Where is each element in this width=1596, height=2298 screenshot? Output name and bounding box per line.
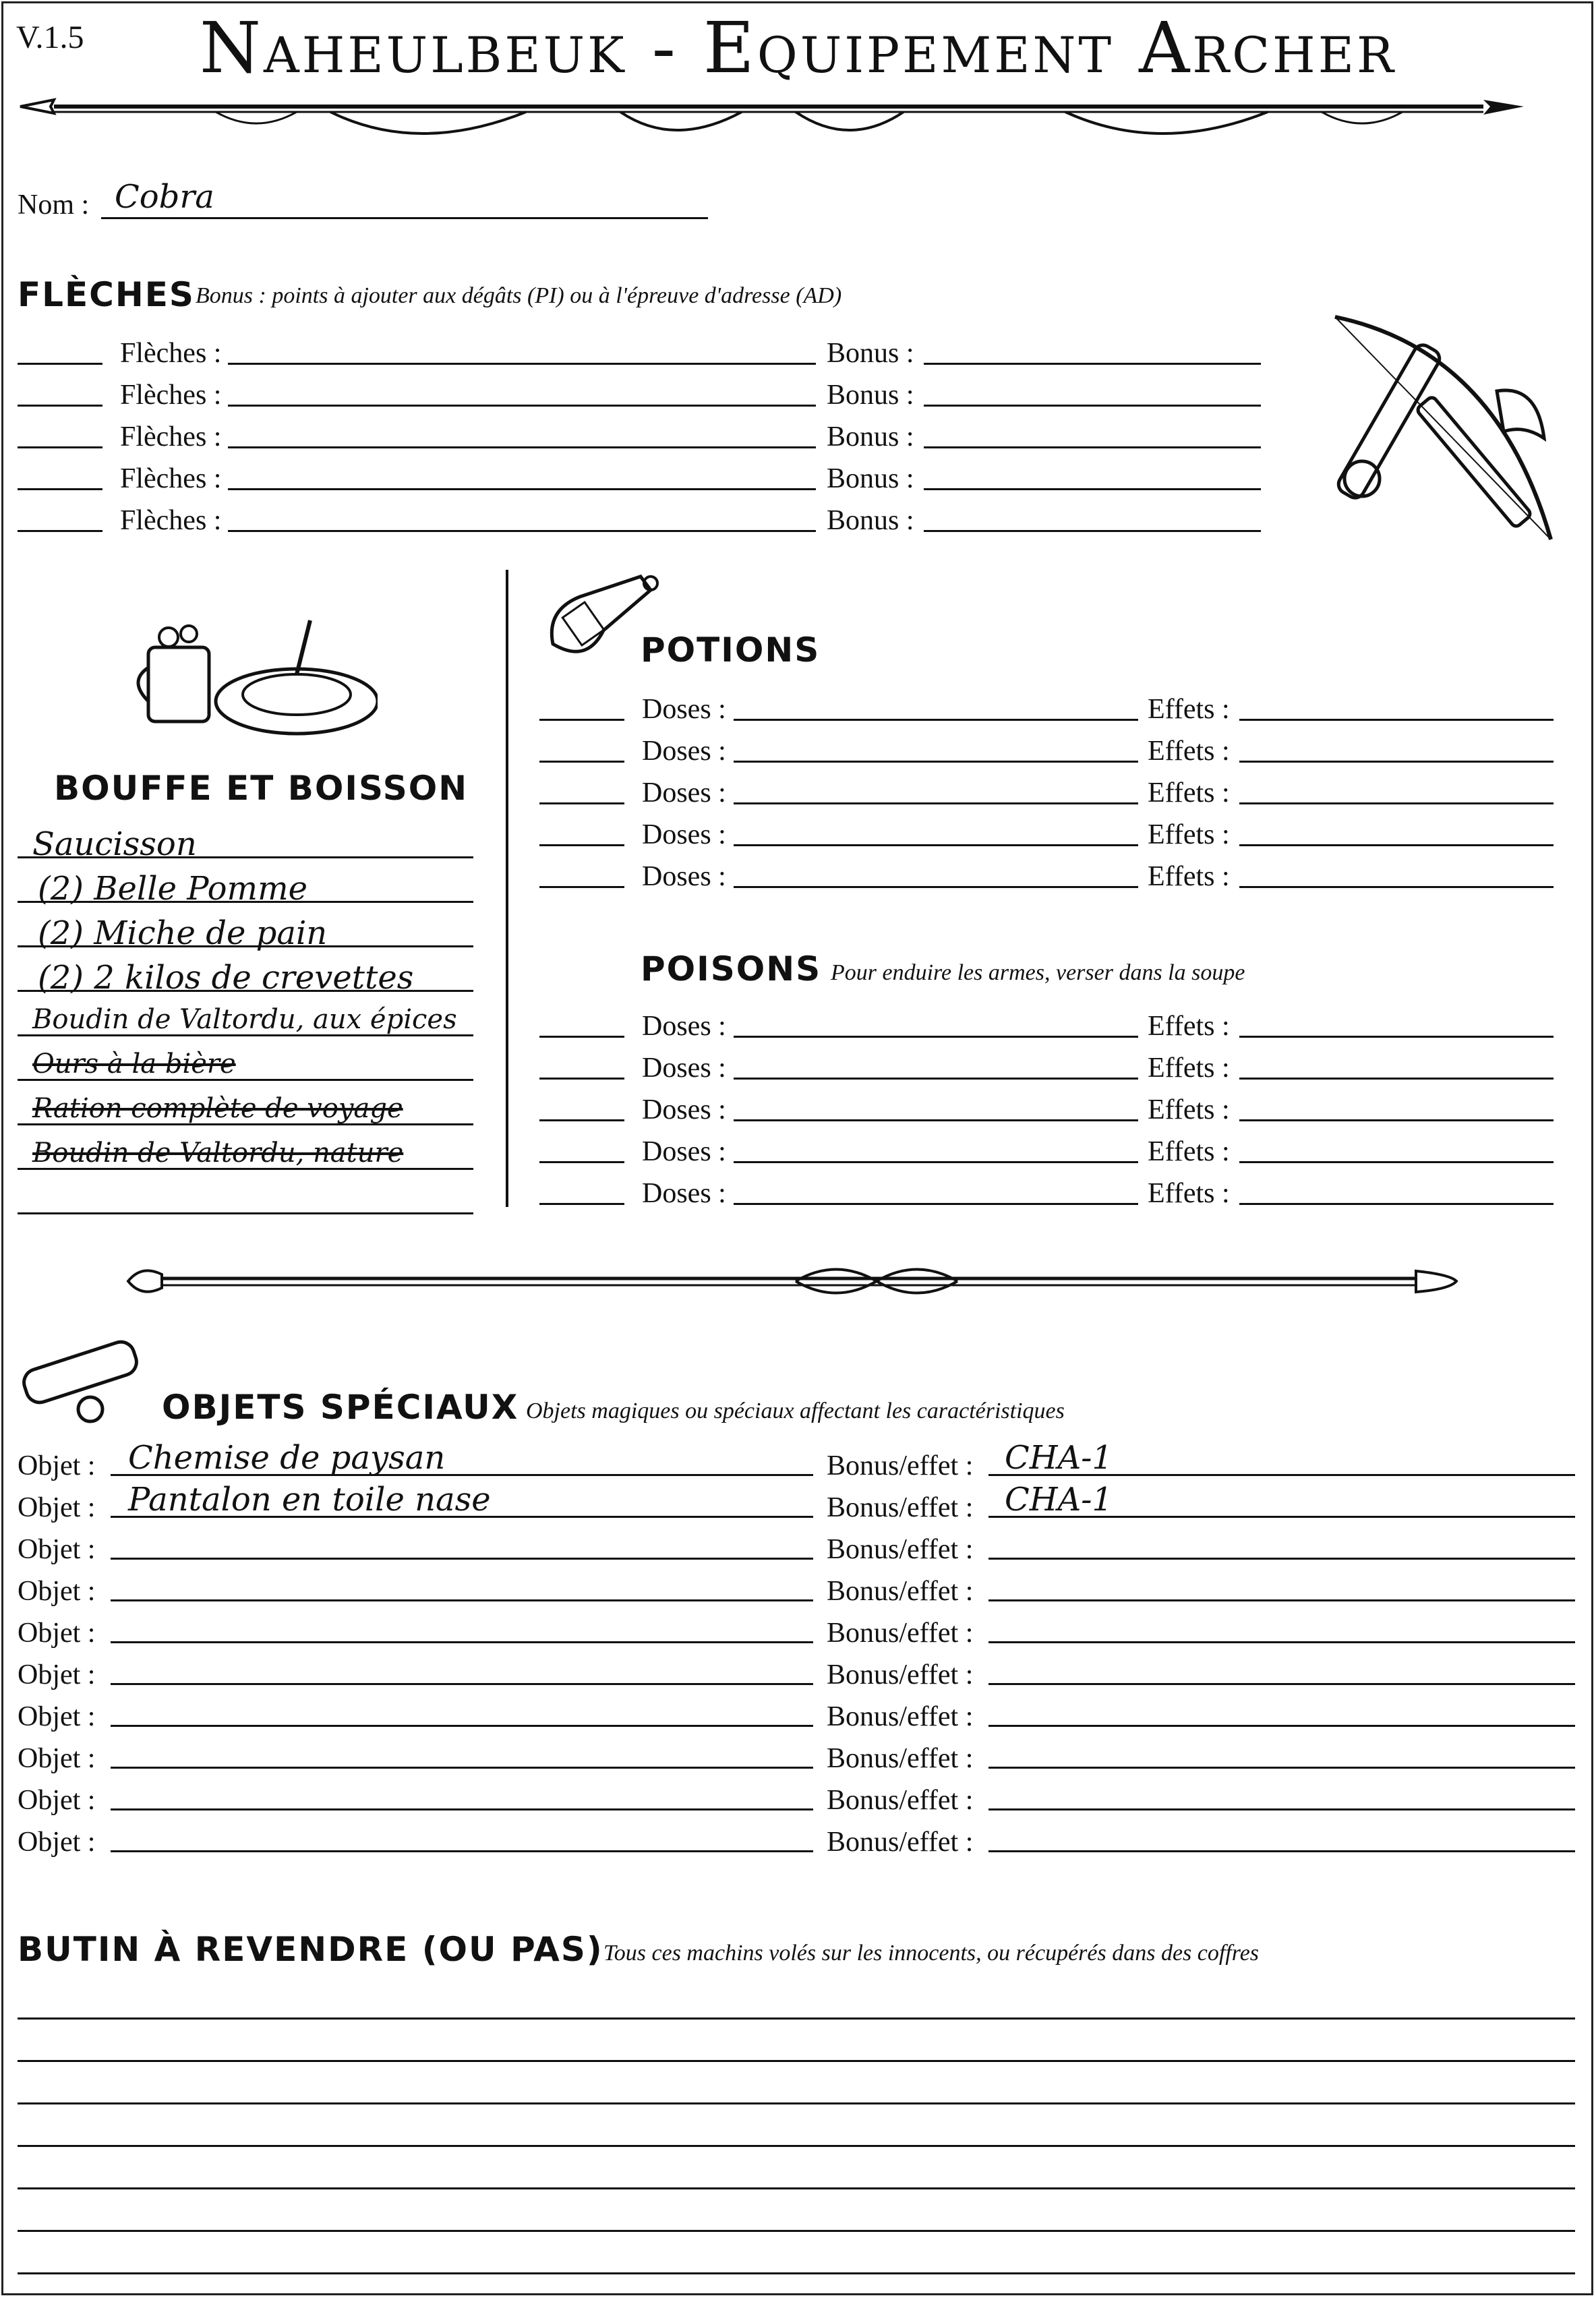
bonus-effet-value: CHA-1 (1005, 1481, 1113, 1519)
fleches-count-field[interactable] (18, 446, 102, 448)
poisons-doses-field[interactable] (734, 1036, 1138, 1038)
bonus-effet-field[interactable] (988, 1683, 1575, 1685)
bonus-effet-label: Bonus/effet : (827, 1534, 974, 1565)
fleches-label: Flèches : (120, 380, 222, 411)
poisons-doses-field[interactable] (734, 1119, 1138, 1121)
butin-line[interactable] (18, 2272, 1575, 2274)
potions-doses-field[interactable] (734, 886, 1138, 888)
bonus-effet-field[interactable] (988, 1599, 1575, 1601)
fleches-label: Flèches : (120, 421, 222, 452)
fleches-count-field[interactable] (18, 530, 102, 532)
fleches-field[interactable] (228, 488, 816, 490)
potions-count-field[interactable] (539, 844, 624, 846)
bonus-field[interactable] (924, 446, 1261, 448)
bouffe-item: Ours à la bière (32, 1049, 236, 1080)
bonus-label: Bonus : (827, 505, 914, 536)
fleches-count-field[interactable] (18, 363, 102, 365)
butin-subtitle: Tous ces machins volés sur les innocents, ou récupérés dans des coffres (603, 1941, 1260, 1966)
potions-effets-label: Effets : (1148, 694, 1230, 725)
bonus-effet-label: Bonus/effet : (827, 1701, 974, 1732)
poisons-doses-field[interactable] (734, 1203, 1138, 1205)
poisons-effets-field[interactable] (1239, 1078, 1554, 1080)
poisons-count-field[interactable] (539, 1036, 624, 1038)
bonus-effet-label: Bonus/effet : (827, 1618, 974, 1649)
objet-label: Objet : (18, 1743, 96, 1774)
objet-label: Objet : (18, 1827, 96, 1858)
bonus-effet-field[interactable] (988, 1808, 1575, 1810)
objet-field[interactable] (111, 1767, 813, 1769)
potions-effets-label: Effets : (1148, 777, 1230, 808)
poisons-effets-label: Effets : (1148, 1178, 1230, 1209)
bonus-effet-field[interactable] (988, 1641, 1575, 1643)
bonus-effet-label: Bonus/effet : (827, 1492, 974, 1523)
poisons-effets-field[interactable] (1239, 1119, 1554, 1121)
bonus-effet-label: Bonus/effet : (827, 1785, 974, 1816)
objet-field[interactable] (111, 1683, 813, 1685)
fleches-label: Flèches : (120, 338, 222, 369)
bonus-effet-field[interactable] (988, 1850, 1575, 1852)
bonus-field[interactable] (924, 488, 1261, 490)
fleches-subtitle: Bonus : points à ajouter aux dégâts (PI) ou à l'épreuve d'adresse (AD) (196, 283, 842, 308)
poisons-doses-field[interactable] (734, 1078, 1138, 1080)
potions-doses-field[interactable] (734, 802, 1138, 804)
poisons-effets-label: Effets : (1148, 1053, 1230, 1084)
potions-effets-field[interactable] (1239, 886, 1554, 888)
potions-doses-field[interactable] (734, 761, 1138, 763)
fleches-field[interactable] (228, 405, 816, 407)
potions-count-field[interactable] (539, 761, 624, 763)
poisons-doses-label: Doses : (642, 1178, 726, 1209)
potions-effets-field[interactable] (1239, 719, 1554, 721)
butin-heading: BUTIN À REVENDRE (OU PAS) (18, 1930, 603, 1969)
potions-doses-label: Doses : (642, 736, 726, 767)
objet-label: Objet : (18, 1450, 96, 1481)
objet-value: Pantalon en toile nase (128, 1481, 491, 1519)
poisons-doses-label: Doses : (642, 1136, 726, 1167)
bonus-effet-field[interactable] (988, 1767, 1575, 1769)
objets-heading: OBJETS SPÉCIAUX (162, 1388, 519, 1427)
fleches-count-field[interactable] (18, 405, 102, 407)
bonus-label: Bonus : (827, 421, 914, 452)
objet-field[interactable] (111, 1599, 813, 1601)
potions-doses-field[interactable] (734, 844, 1138, 846)
objets-subtitle: Objets magiques ou spéciaux affectant les caractéristiques (526, 1398, 1065, 1423)
page-title: Naheulbeuk - Equipement Archer (200, 7, 1396, 89)
objet-label: Objet : (18, 1576, 96, 1607)
objet-label: Objet : (18, 1701, 96, 1732)
fleches-field[interactable] (228, 446, 816, 448)
bonus-effet-label: Bonus/effet : (827, 1576, 974, 1607)
scroll-ring-icon (16, 1335, 158, 1436)
poisons-doses-label: Doses : (642, 1011, 726, 1042)
bouffe-item: (2) Miche de pain (38, 914, 328, 952)
poisons-effets-field[interactable] (1239, 1203, 1554, 1205)
bonus-effet-label: Bonus/effet : (827, 1743, 974, 1774)
poisons-effets-label: Effets : (1148, 1094, 1230, 1125)
nom-label: Nom : (18, 189, 90, 220)
objet-field[interactable] (111, 1725, 813, 1727)
potions-effets-label: Effets : (1148, 736, 1230, 767)
objet-label: Objet : (18, 1618, 96, 1649)
bouffe-item: Boudin de Valtordu, nature (32, 1138, 404, 1169)
fleches-label: Flèches : (120, 505, 222, 536)
objet-field[interactable] (111, 1558, 813, 1560)
poisons-count-field[interactable] (539, 1078, 624, 1080)
objet-field[interactable] (111, 1641, 813, 1643)
bouffe-item: Saucisson (32, 825, 197, 863)
poisons-subtitle: Pour enduire les armes, verser dans la soupe (831, 960, 1245, 985)
potions-doses-label: Doses : (642, 861, 726, 892)
bonus-effet-label: Bonus/effet : (827, 1827, 974, 1858)
objet-field[interactable] (111, 1850, 813, 1852)
poisons-count-field[interactable] (539, 1203, 624, 1205)
objet-label: Objet : (18, 1492, 96, 1523)
potions-heading: POTIONS (641, 630, 821, 670)
potions-effets-field[interactable] (1239, 802, 1554, 804)
poisons-doses-field[interactable] (734, 1161, 1138, 1163)
butin-line[interactable] (18, 2017, 1575, 2020)
staff-ornament-icon (121, 1254, 1463, 1308)
fleches-field[interactable] (228, 530, 816, 532)
poisons-count-field[interactable] (539, 1161, 624, 1163)
poisons-effets-field[interactable] (1239, 1161, 1554, 1163)
bouffe-item: (2) Belle Pomme (38, 870, 307, 908)
bouffe-item: (2) 2 kilos de crevettes (38, 959, 414, 997)
bonus-label: Bonus : (827, 463, 914, 494)
potions-effets-label: Effets : (1148, 819, 1230, 850)
bonus-effet-label: Bonus/effet : (827, 1659, 974, 1690)
objet-label: Objet : (18, 1534, 96, 1565)
poisons-count-field[interactable] (539, 1119, 624, 1121)
fleches-field[interactable] (228, 363, 816, 365)
fleches-heading: FLÈCHES (18, 275, 195, 314)
potions-effets-field[interactable] (1239, 761, 1554, 763)
poisons-effets-field[interactable] (1239, 1036, 1554, 1038)
butin-line[interactable] (18, 2187, 1575, 2189)
bonus-field[interactable] (924, 530, 1261, 532)
objet-value: Chemise de paysan (128, 1439, 446, 1477)
bonus-field[interactable] (924, 363, 1261, 365)
potions-effets-field[interactable] (1239, 844, 1554, 846)
poisons-effets-label: Effets : (1148, 1136, 1230, 1167)
bonus-label: Bonus : (827, 338, 914, 369)
potions-doses-label: Doses : (642, 819, 726, 850)
objet-label: Objet : (18, 1659, 96, 1690)
butin-line[interactable] (18, 2102, 1575, 2104)
bonus-field[interactable] (924, 405, 1261, 407)
nom-field[interactable] (101, 217, 708, 219)
butin-line[interactable] (18, 2230, 1575, 2232)
potions-count-field[interactable] (539, 719, 624, 721)
potions-effets-label: Effets : (1148, 861, 1230, 892)
arrow-ornament-icon (13, 81, 1531, 148)
fleches-count-field[interactable] (18, 488, 102, 490)
nom-value: Cobra (115, 178, 214, 216)
potions-count-field[interactable] (539, 886, 624, 888)
bouffe-item: Boudin de Valtordu, aux épices (32, 1004, 457, 1035)
bonus-label: Bonus : (827, 380, 914, 411)
bouffe-item: Ration complète de voyage (32, 1093, 403, 1124)
butin-line[interactable] (18, 2060, 1575, 2062)
potions-doses-field[interactable] (734, 719, 1138, 721)
poisons-effets-label: Effets : (1148, 1011, 1230, 1042)
bouffe-line[interactable] (18, 1212, 473, 1214)
poisons-heading: POISONS (641, 949, 822, 989)
bonus-effet-value: CHA-1 (1005, 1439, 1113, 1477)
potions-doses-label: Doses : (642, 777, 726, 808)
fleches-label: Flèches : (120, 463, 222, 494)
food-mug-plate-icon (135, 607, 378, 742)
version-label: V.1.5 (16, 20, 84, 55)
potions-count-field[interactable] (539, 802, 624, 804)
objet-label: Objet : (18, 1785, 96, 1816)
objet-field[interactable] (111, 1808, 813, 1810)
potions-doses-label: Doses : (642, 694, 726, 725)
bouffe-heading: BOUFFE ET BOISSON (54, 769, 469, 808)
butin-line[interactable] (18, 2145, 1575, 2147)
bonus-effet-label: Bonus/effet : (827, 1450, 974, 1481)
poisons-doses-label: Doses : (642, 1053, 726, 1084)
bonus-effet-field[interactable] (988, 1725, 1575, 1727)
weapons-illustration-icon (1322, 310, 1571, 553)
poisons-doses-label: Doses : (642, 1094, 726, 1125)
bonus-effet-field[interactable] (988, 1558, 1575, 1560)
column-divider (506, 570, 508, 1207)
